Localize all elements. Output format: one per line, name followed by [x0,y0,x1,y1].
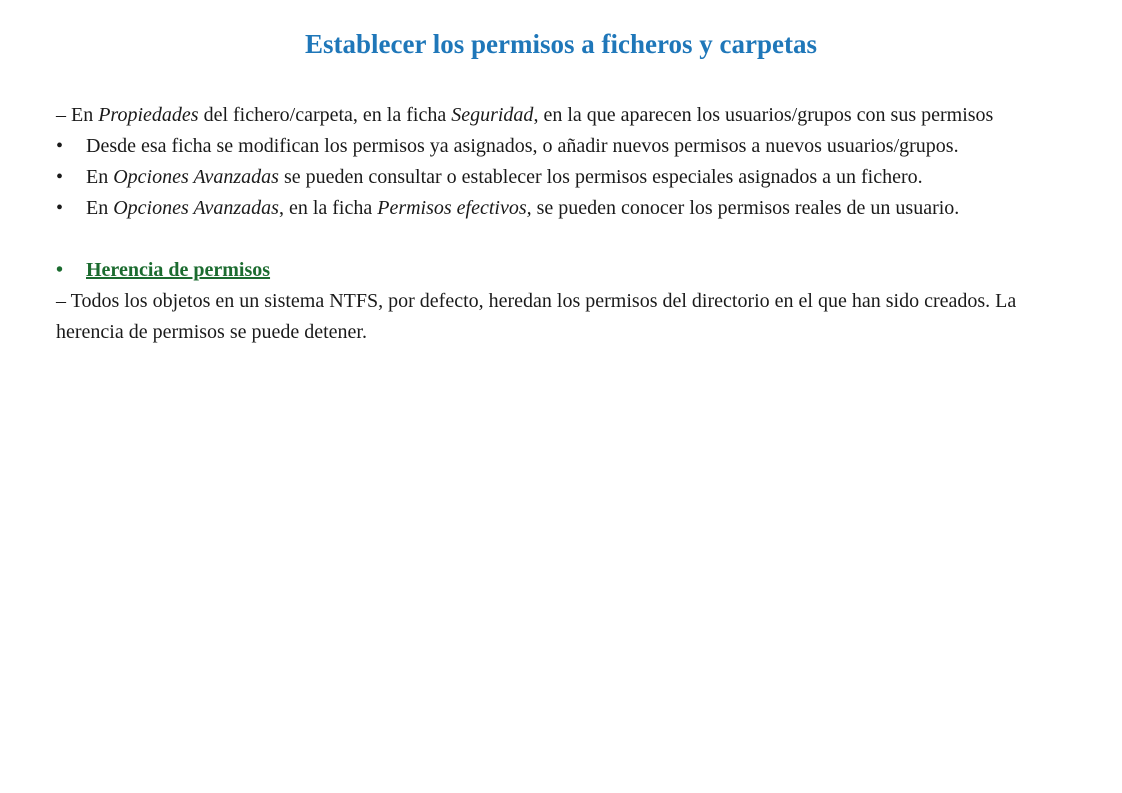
slide-content [56,100,1076,348]
bullet-icon: • [56,166,64,188]
para1-prefix: – En [56,104,99,126]
bullet3-mid: , en la ficha [278,197,378,219]
para1-em-propiedades: Propiedades [98,104,199,126]
bullet-icon: • [56,135,64,157]
bullet2-prefix: En [86,166,114,188]
bullet2-suffix: se pueden consultar o establecer los permisos especiales asignados a un fichero. [278,166,923,188]
bullet-icon: • [56,259,64,281]
bullet3-em-opciones: Opciones Avanzadas [113,197,279,219]
para1-mid: del fichero/carpeta, en la ficha [198,104,452,126]
bullet-item-opciones-avanzadas [56,162,1076,193]
bullet3-suffix: se pueden conocer los permisos reales de un usuario. [531,197,960,219]
herencia-link[interactable]: Herencia de permisos [86,259,271,281]
bullet3-em-permisos-efectivos: Permisos efectivos, [377,197,532,219]
page-title: Establecer los permisos a ficheros y carpetas [305,29,817,59]
paragraph-herencia: – Todos los objetos en un sistema NTFS, por defecto, heredan los permisos del directorio en el que han sido creados. La herencia de permisos se puede detener. [56,290,1017,343]
spacer [56,224,1076,255]
section-heading-herencia [56,255,1076,286]
bullet1-text: Desde esa ficha se modifican los permisos ya asignados, o añadir nuevos permisos a nuevos usuarios/grupos. [86,135,959,157]
para1-suffix: , en la que aparecen los usuarios/grupos con sus permisos [533,104,994,126]
bullet-item-permisos-efectivos [56,193,1076,224]
bullet3-prefix: En [86,197,114,219]
bullet-icon: • [56,197,64,219]
para1-em-seguridad: Seguridad [451,104,534,126]
bullet2-em-opciones: Opciones Avanzadas [113,166,279,188]
bullet-item-modificar [56,131,1076,162]
paragraph-propiedades [56,100,1076,131]
